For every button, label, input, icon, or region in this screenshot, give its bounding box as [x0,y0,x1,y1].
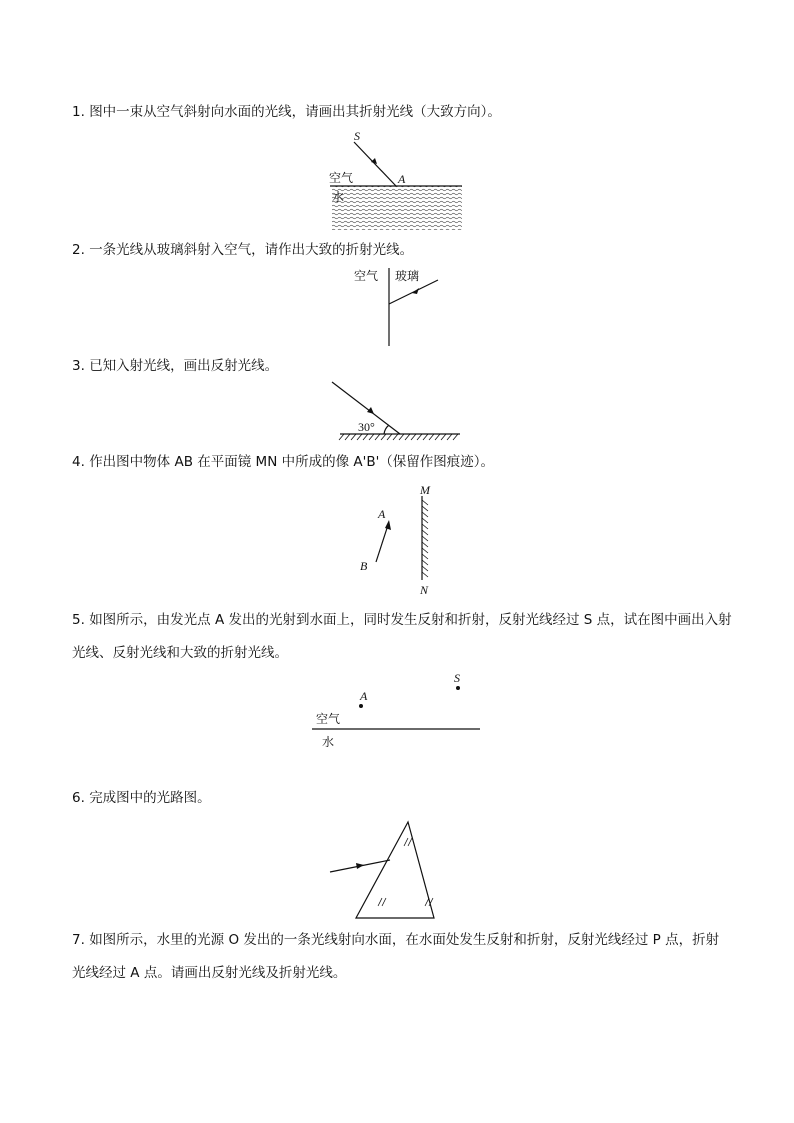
angle-arc [384,425,389,434]
question-text: 图中一束从空气斜射向水面的光线，请画出其折射光线（大致方向）。 [89,104,501,120]
question-4 [72,446,732,479]
question-2 [72,234,732,267]
air-label: 空气 [329,171,354,185]
incident-ray [354,142,396,186]
figure-6-prism [326,818,442,922]
question-1 [72,96,732,129]
question-text: 作出图中物体 AB 在平面镜 MN 中所成的像 A'B'（保留作图痕迹）。 [89,454,495,470]
figure-5-reflection-refraction [308,668,488,754]
figure-1-water-refraction [320,128,470,234]
angle-label: 30° [358,420,375,434]
point-s-dot [456,686,460,690]
glass-marks [378,838,433,906]
question-number: 2. [72,242,85,258]
figure-4-plane-mirror [354,480,444,600]
question-5 [72,604,732,670]
question-number: 3. [72,358,85,374]
triangular-prism [356,822,434,918]
mirror-label-n: N [420,583,429,597]
question-6 [72,782,732,815]
figure-3-reflection [328,378,468,444]
point-a-label: A [360,689,368,703]
question-text: 一条光线从玻璃斜射入空气，请作出大致的折射光线。 [89,242,414,258]
question-number: 7. [72,932,85,948]
air-label: 空气 [354,269,379,283]
point-a-label: A [398,172,406,186]
glass-label: 玻璃 [395,269,420,283]
point-s-label: S [454,671,460,685]
question-text: 已知入射光线，画出反射光线。 [89,358,279,374]
mirror-label-m: M [420,483,430,497]
point-s-label: S [354,129,360,143]
question-text: 完成图中的光路图。 [89,790,211,806]
water-label: 水 [322,735,335,749]
question-text: 如图所示，水里的光源 O 发出的一条光线射向水面，在水面处发生反射和折射，反射光线经过 P 点，折射光线经过 A 点。请画出反射光线及折射光线。 [72,932,720,981]
point-b-label: B [360,559,368,573]
air-label: 空气 [316,712,341,726]
point-a-dot [359,704,363,708]
question-7 [72,924,732,990]
figure-2-glass-refraction [350,266,450,348]
question-text: 如图所示，由发光点 A 发出的光射到水面上，同时发生反射和折射，反射光线经过 S 点，试在图中画出入射光线、反射光线和大致的折射光线。 [72,612,732,661]
mirror-hatching [422,500,428,577]
object-arrowhead [385,520,391,530]
ray-arrowhead [367,407,374,414]
question-number: 5. [72,612,85,628]
water-label: 水 [332,190,345,204]
question-number: 4. [72,454,85,470]
question-number: 6. [72,790,85,806]
mirror-hatching [339,434,458,440]
water-region [332,186,462,230]
point-a-label: A [378,507,386,521]
question-number: 1. [72,104,85,120]
ray-arrowhead [412,288,419,294]
